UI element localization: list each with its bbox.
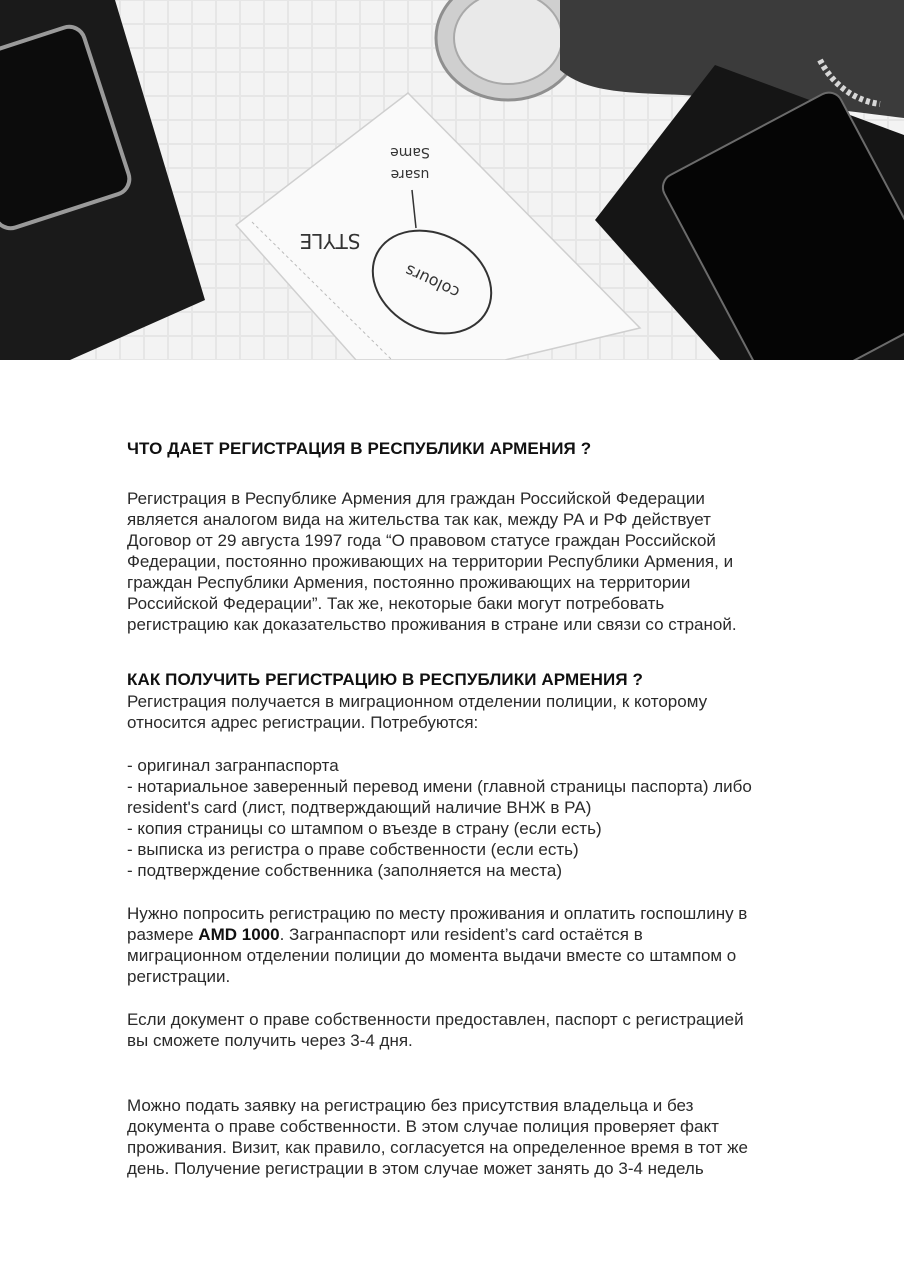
handwriting-stamp: STYLE [299, 229, 361, 253]
handwriting-circle-text: colours [401, 260, 463, 303]
section1-title: ЧТО ДАЕТ РЕГИСТРАЦИЯ В РЕСПУБЛИКИ АРМЕНИЯ ? [127, 439, 592, 458]
list-item: - копия страницы со штампом о въезде в страну (если есть) [127, 819, 602, 838]
ownership-paragraph [127, 1009, 827, 1051]
fee-amount: AMD 1000 [198, 925, 280, 944]
section1-paragraph [127, 488, 827, 635]
paragraph-line: Если документ о праве собственности предоставлен, паспорт с регистрацией [127, 1010, 744, 1029]
paragraph-line: Регистрация в Республике Армения для граждан Российской Федерации [127, 489, 705, 508]
desk-photo-icon [0, 0, 904, 360]
handwriting-note2: Same [390, 144, 430, 160]
paragraph-line: граждан Республики Армения, постоянно проживающих на территории [127, 573, 691, 592]
paragraph-line: относится адрес регистрации. Потребуются: [127, 713, 479, 732]
paragraph-line: Регистрация получается в миграционном отделении полиции, к которому [127, 692, 708, 711]
fee-prefix: размере [127, 925, 199, 944]
list-item: - подтверждение собственника (заполняется на места) [127, 861, 563, 880]
paragraph-line: регистрацию как доказательство проживания в стране или связи со страной. [127, 615, 737, 634]
section2-title: КАК ПОЛУЧИТЬ РЕГИСТРАЦИЮ В РЕСПУБЛИКИ АРМЕНИЯ ? [127, 670, 643, 689]
fee-paragraph [127, 903, 827, 987]
handwriting-note1: usare [390, 166, 430, 182]
article [127, 438, 827, 1179]
paragraph-line: Нужно попросить регистрацию по месту проживания и оплатить госпошлину в [127, 904, 748, 923]
paragraph-line [127, 924, 827, 945]
list-item: - оригинал загранпаспорта [127, 756, 339, 775]
section2-intro [127, 691, 827, 733]
paragraph-line: регистрации. [127, 967, 231, 986]
paragraph-line: миграционном отделении полиции до момента выдачи вместе со штампом о [127, 946, 737, 965]
requirements-list [127, 755, 827, 881]
paragraph-line: документа о праве собственности. В этом случае полиция проверяет факт [127, 1117, 719, 1136]
fee-suffix: . Загранпаспорт или resident’s card остаётся в [279, 925, 643, 944]
paragraph-line: Можно подать заявку на регистрацию без присутствия владельца и без [127, 1096, 694, 1115]
hero-photo [0, 0, 904, 360]
paragraph-line: Российской Федерации”. Так же, некоторые баки могут потребовать [127, 594, 665, 613]
paragraph-line: вы сможете получить через 3-4 дня. [127, 1031, 413, 1050]
paragraph-line: Договор от 29 августа 1997 года “О правовом статусе граждан Российской [127, 531, 716, 550]
paragraph-line: день. Получение регистрации в этом случае может занять до 3-4 недель [127, 1159, 704, 1178]
list-item: resident's card (лист, подтверждающий наличие ВНЖ в РА) [127, 798, 592, 817]
list-item: - нотариальное заверенный перевод имени (главной страницы паспорта) либо [127, 777, 752, 796]
paragraph-line: Федерации, постоянно проживающих на территории Республики Армения, и [127, 552, 734, 571]
paragraph-line: проживания. Визит, как правило, согласуется на определенное время в тот же [127, 1138, 748, 1157]
no-owner-paragraph [127, 1095, 827, 1179]
list-item: - выписка из регистра о праве собственности (если есть) [127, 840, 579, 859]
paragraph-line: является аналогом вида на жительства так как, между РА и РФ действует [127, 510, 711, 529]
